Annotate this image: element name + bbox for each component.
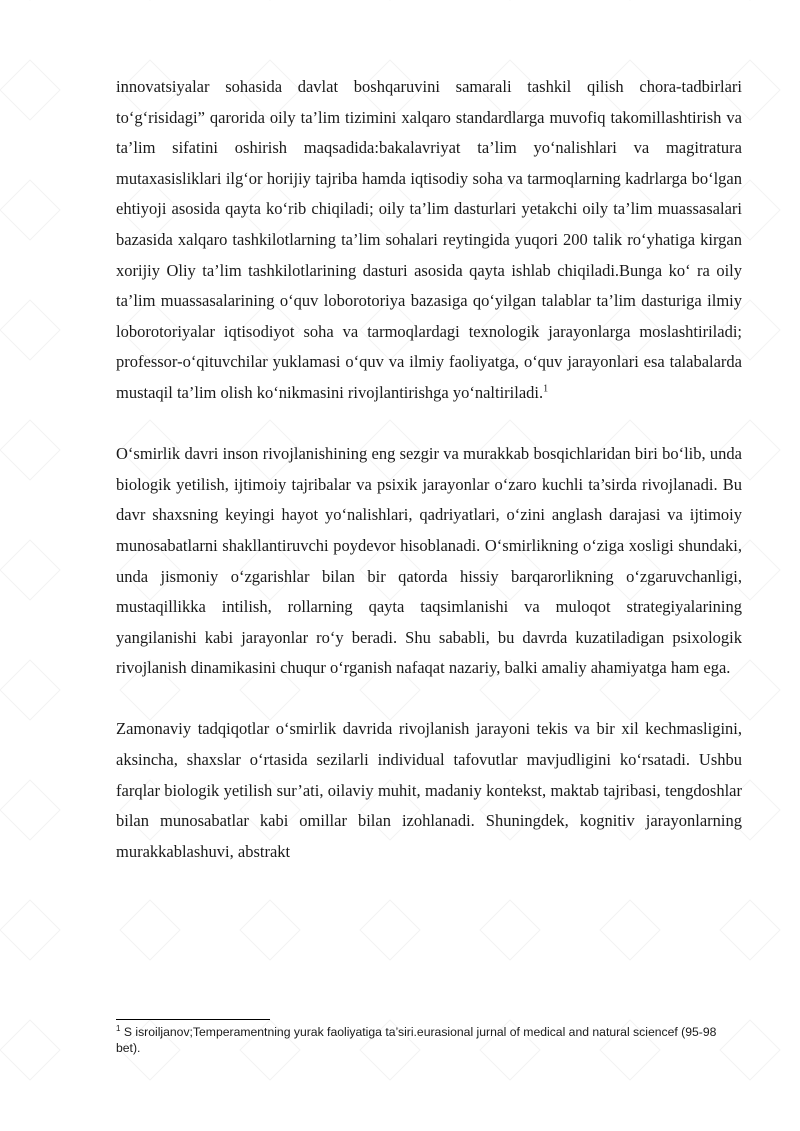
watermark-diamond — [0, 300, 60, 360]
paragraph-2 — [116, 439, 742, 684]
footnote-separator — [116, 1019, 270, 1020]
paragraph-1-text: innovatsiyalar sohasida davlat boshqaruvini samarali tashkil qilish chora-tadbirlari to‘g‘risidagi” qarorida oily ta’lim tizimini xalqaro standardlarga muvofiq takomillashtirish va ta’lim sifatini oshirish maqsadida:bakalavriyat ta’lim yo‘nalishlari va magitratura mutaxasisliklari ilg‘or horijiy tajriba hamda iqtisodiy soha va tarmoqlarning kadrlarga bo‘lgan ehtiyoji asosida qayta ko‘rib chiqiladi; oily ta’lim dasturlari yetakchi oily ta’lim muassasalari bazasida xalqaro tashkilotlarning ta’lim sohalari reytingida yuqori 200 talik ro‘yhatiga kirgan xorijiy Oliy ta’lim tashkilotlarining dasturi asosida qayta ishlab chiqiladi.Bunga ko‘ ra oily ta’lim muassasalarining o‘quv loborotoriya bazasiga qo‘yilgan talablar ta’lim dasturiga ilmiy loborotoriyalar iqtisodiyot soha va tarmoqlardagi texnologik jarayonlarga moslashtiriladi; professor-o‘qituvchilar yuklamasi o‘quv va ilmiy faoliyatga, o‘quv jarayonlari esa talabalarda mustaqil ta’lim olish ko‘nikmasini rivojlantirishga yo‘naltiriladi. — [116, 77, 742, 402]
watermark-diamond — [0, 60, 60, 120]
watermark-diamond — [0, 180, 60, 240]
watermark-diamond — [120, 900, 180, 960]
watermark-diamond — [720, 900, 780, 960]
paragraph-2-text: O‘smirlik davri inson rivojlanishining eng sezgir va murakkab bosqichlaridan biri bo‘lib, unda biologik yetilish, ijtimoiy tajribalar va psixik jarayonlar o‘zaro kuchli ta’sirda rivojlanadi. Bu davr shaxsning keyingi hayot yo‘nalishlari, qadriyatlari, o‘zini anglash darajasi va ijtimoiy munosabatlarni shakllantiruvchi poydevor hisoblanadi. O‘smirlikning o‘ziga xosligi shundaki, unda jismoniy o‘zgarishlar bilan bir qatorda hissiy barqarorlikning o‘zgaruvchanligi, mustaqillikka intilish, rollarning qayta taqsimlanishi va muloqot strategiyalarining yangilanishi kabi jarayonlar ro‘y beradi. Shu sababli, bu davrda kuzatiladigan psixologik rivojlanish dinamikasini chuqur o‘rganish nafaqat nazariy, balki amaliy ahamiyatga ham ega. — [116, 444, 742, 678]
watermark-diamond — [0, 420, 60, 480]
watermark-diamond — [0, 540, 60, 600]
watermark-diamond — [240, 900, 300, 960]
footnote-marker: 1 — [116, 1023, 121, 1033]
watermark-diamond — [480, 900, 540, 960]
paragraph-1 — [116, 72, 742, 409]
watermark-diamond — [0, 900, 60, 960]
watermark-diamond — [360, 900, 420, 960]
watermark-diamond — [0, 660, 60, 720]
footnote — [116, 1024, 742, 1056]
watermark-diamond — [600, 900, 660, 960]
footnote-text: S isroiljanov;Temperamentning yurak faoliyatiga ta’siri.eurasional jurnal of medical and natural sciencef (95-98 bet). — [116, 1025, 717, 1055]
watermark-diamond — [0, 1020, 60, 1080]
footnote-reference-1[interactable]: 1 — [543, 383, 549, 395]
paragraph-3-text: Zamonaviy tadqiqotlar o‘smirlik davrida rivojlanish jarayoni tekis va bir xil kechmasligini, aksincha, shaxslar o‘rtasida sezilarli individual tafovutlar mavjudligini ko‘rsatadi. Ushbu farqlar biologik yetilish sur’ati, oilaviy muhit, madaniy kontekst, maktab tajribasi, tengdoshlar bilan munosabatlar kabi omillar bilan izohlanadi. Shuningdek, kognitiv jarayonlarning murakkablashuvi, abstrakt — [116, 719, 742, 861]
watermark-diamond — [0, 780, 60, 840]
paragraph-3 — [116, 714, 742, 867]
document-body — [116, 72, 742, 867]
